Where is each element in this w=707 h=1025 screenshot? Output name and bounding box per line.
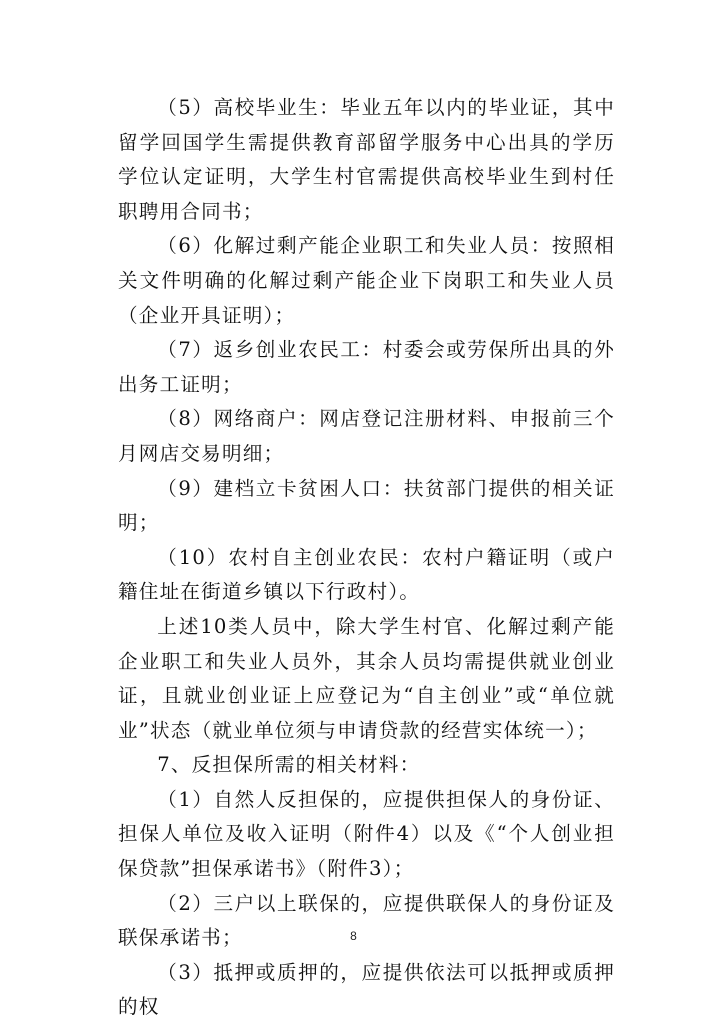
paragraph-mortgage-pledge: （3）抵押或质押的，应提供依法可以抵押或质押的权 bbox=[118, 960, 615, 1019]
paragraph-registered-poor: （9）建档立卡贫困人口：扶贫部门提供的相关证明； bbox=[118, 476, 615, 535]
document-body bbox=[118, 91, 615, 1025]
paragraph-online-merchants: （8）网络商户：网店登记注册材料、申报前三个月网店交易明细； bbox=[118, 407, 615, 465]
paragraph-certificate-requirement: 上述10类人员中，除大学生村官、化解过剩产能企业职工和失业人员外，其余人员均需提供就业创业证，且就业创业证上应登记为“自主创业”或“单位就业”状态（就业单位须与申请贷款的经营实体统一）； bbox=[118, 614, 615, 742]
section-heading-counter-guarantee: 7、反担保所需的相关材料： bbox=[157, 753, 421, 777]
paragraph-returning-migrant-workers: （7）返乡创业农民工：村委会或劳保所出具的外出务工证明； bbox=[118, 338, 615, 396]
paragraph-rural-entrepreneurs: （10）农村自主创业农民：农村户籍证明（或户籍住址在街道乡镇以下行政村）。 bbox=[118, 545, 615, 604]
paragraph-overcapacity-workers: （6）化解过剩产能企业职工和失业人员：按照相关文件明确的化解过剩产能企业下岗职工和失业人员（企业开具证明）； bbox=[118, 234, 615, 327]
paragraph-graduates: （5）高校毕业生：毕业五年以内的毕业证，其中留学回国学生需提供教育部留学服务中心出具的学历学位认定证明，大学生村官需提供高校毕业生到村任职聘用合同书； bbox=[118, 96, 615, 223]
paragraph-joint-guarantee: （2）三户以上联保的，应提供联保人的身份证及联保承诺书； bbox=[118, 891, 615, 950]
paragraph-natural-person-guarantee: （1）自然人反担保的，应提供担保人的身份证、担保人单位及收入证明（附件4）以及《“个人创业担保贷款”担保承诺书》（附件3）； bbox=[118, 787, 615, 881]
page-number: 8 bbox=[350, 929, 357, 943]
